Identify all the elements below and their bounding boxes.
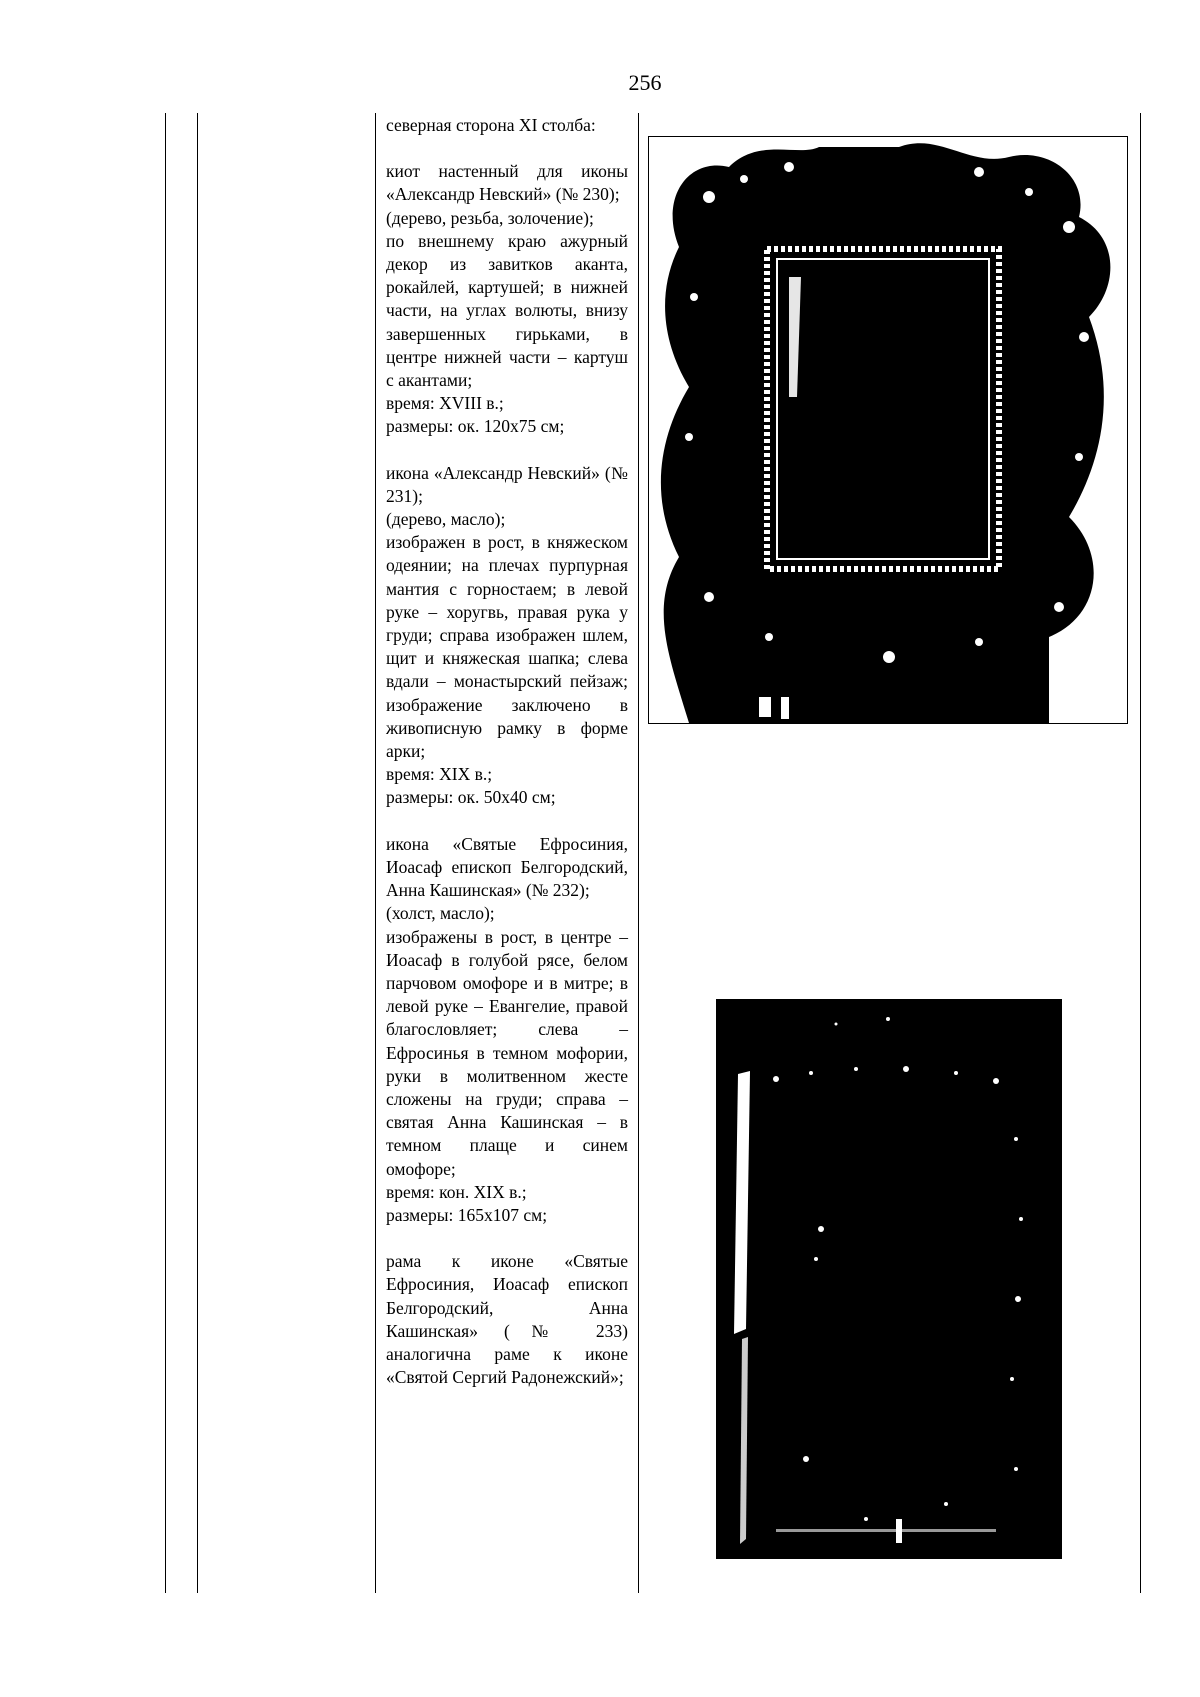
entry-heading <box>386 114 628 137</box>
entry-line: рама к иконе «Святые Ефросиния, Иоасаф епископ Белгородский, Анна Кашинская» (№ 233) аналогична раме к иконе «Святой Сергий Радонежский»; <box>386 1251 628 1388</box>
icon-frame-photo <box>716 999 1062 1559</box>
entry-line: киот настенный для иконы «Александр Невский» (№ 230); <box>386 161 628 205</box>
table-border-left-outer <box>165 113 166 1593</box>
kiot-photo <box>649 137 1127 723</box>
entry-line: икона «Святые Ефросиния, Иоасаф епископ Белгородский, Анна Кашинская» (№ 232); <box>386 833 628 901</box>
entry-line: изображены в рост, в центре – Иоасаф в голубой рясе, белом парчовом омофоре и в митре; в левой руке – Евангелие, правой благословляет; слева – Ефросинья в темном мофории, руки в молитвенном жесте сложены на груди; справа – святая Анна Кашинская – в темном плаще и синем омофоре; <box>386 926 628 1179</box>
table-border-right <box>1140 113 1141 1593</box>
page-number: 256 <box>628 70 662 95</box>
entry-line: северная сторона XI столба: <box>386 115 596 135</box>
entry-kiot-230 <box>386 160 628 438</box>
entry-line: размеры: ок. 50x40 см; <box>386 787 556 808</box>
entry-line: изображен в рост, в княжеском одеянии; на плечах пурпурная мантия с горностаем; в левой руке – хоругвь, правая рука у груди; справа изображен шлем, щит и княжеская шапка; слева вдали – монастырский пейзаж; изображение заключено в живописную рамку в форме арки; <box>386 532 628 762</box>
entry-line: размеры: ок. 120x75 см; <box>386 416 565 437</box>
table-border-text-left <box>375 113 376 1593</box>
entry-line: по внешнему краю ажурный декор из завитков аканта, рокайлей, картушей; в нижней части, на углах волюты, внизу завершенных гирьками, в центре нижней части – картуш с акантами; <box>386 230 628 391</box>
entry-line: время: XIX в.; <box>386 764 493 785</box>
entry-line: время: кон. XIX в.; <box>386 1181 527 1202</box>
entry-line: (дерево, масло); <box>386 509 506 530</box>
entry-line: (холст, масло); <box>386 903 495 924</box>
entry-frame-233 <box>386 1250 628 1389</box>
entry-line: икона «Александр Невский» (№ 231); <box>386 462 628 506</box>
description-column <box>386 114 628 1412</box>
entry-line: (дерево, резьба, золочение); <box>386 207 594 228</box>
entry-line: время: XVIII в.; <box>386 393 504 414</box>
entry-icon-231 <box>386 462 628 810</box>
table-border-left-inner <box>197 113 198 1593</box>
entry-icon-232 <box>386 833 628 1227</box>
entry-line: размеры: 165x107 см; <box>386 1204 548 1225</box>
table-border-text-right <box>638 113 639 1593</box>
